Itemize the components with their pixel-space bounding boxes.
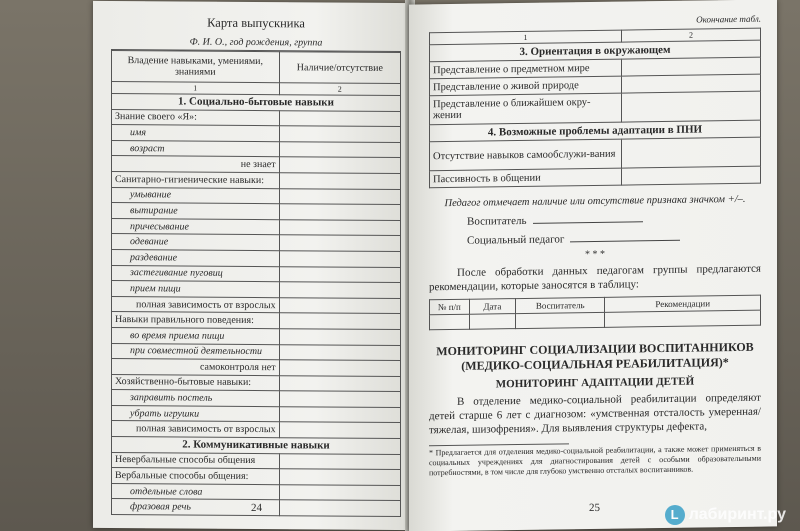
- presence-cell: [279, 422, 400, 438]
- presence-cell: [279, 219, 400, 235]
- watermark: [665, 505, 786, 525]
- skills-table-continued: [429, 28, 761, 189]
- skill-cell: полная зависимость от взрослых: [112, 421, 280, 438]
- skill-cell: Представление о живой природе: [430, 76, 622, 96]
- presence-cell: [279, 235, 400, 251]
- skill-cell: во время приема пищи: [112, 327, 280, 344]
- skill-cell: самоконтроля нет: [112, 359, 280, 376]
- skill-cell: прием пищи: [112, 281, 280, 298]
- footnote: * Предлагается для отделения медико-социальной реабилитации, а также может применяться в социальных учреждениях для диагностирования детей с особыми образовательными потребностями, в том числе для глубоко умственно отсталых воспитанников.: [429, 443, 761, 478]
- skill-cell: полная зависимость от взрослых: [112, 296, 280, 313]
- skill-cell: убрать игрушки: [112, 405, 280, 422]
- skill-cell: возраст: [112, 140, 280, 157]
- presence-cell: [279, 188, 400, 204]
- recommendations-paragraph: После обработки данных педагогам группы предлагаются рекомендации, которые заносятся в таблицу:: [429, 262, 761, 294]
- skill-cell: одевание: [112, 234, 280, 251]
- presence-cell: [279, 282, 400, 298]
- col-skills-header: Владение навыками, умениями, знаниями: [112, 51, 280, 83]
- educator-signature-line: [429, 212, 761, 229]
- recommendations-header-cell: Дата: [469, 299, 515, 315]
- skill-cell: Невербальные способы общения: [112, 452, 280, 469]
- presence-cell: [279, 313, 400, 329]
- presence-cell: [279, 375, 400, 391]
- monitoring-heading: МОНИТОРИНГ СОЦИАЛИЗАЦИИ ВОСПИТАННИКОВ (МЕДИКО-СОЦИАЛЬНАЯ РЕАБИЛИТАЦИЯ)*: [436, 339, 754, 373]
- body-paragraph: В отделение медико-социальной реабилитации определяют детей старше 6 лет с диагнозом: «умственная отсталость умеренная/тяжелая, шизофрения». Для выявления структуры дефекта,: [429, 391, 761, 437]
- table-continued-label: Окончание табл.: [696, 13, 761, 25]
- section-separator: * * *: [585, 248, 605, 261]
- skill-cell: застегивание пуговиц: [112, 265, 280, 282]
- recommendations-header-cell: Воспитатель: [516, 297, 605, 313]
- right-page: [409, 0, 777, 531]
- presence-cell: [279, 173, 400, 189]
- skill-cell: раздевание: [112, 249, 280, 266]
- skill-cell: причесывание: [112, 218, 280, 235]
- recommendations-header-cell: Рекомендации: [605, 295, 761, 312]
- skill-cell: Вербальные способы общения:: [112, 468, 280, 485]
- skill-cell: Отсутствие навыков самообслужи-вания: [430, 139, 622, 171]
- presence-cell: [621, 57, 760, 76]
- col-number-2: 2: [621, 28, 760, 42]
- skill-cell: заправить постель: [112, 390, 280, 407]
- col-number-1: 1: [112, 82, 280, 95]
- presence-cell: [279, 407, 400, 423]
- presence-cell: [279, 266, 400, 282]
- skill-cell: Знание своего «Я»:: [112, 109, 280, 126]
- presence-cell: [279, 126, 400, 142]
- presence-cell: [279, 391, 400, 407]
- section-title: 3. Ориентация в окружающем: [430, 40, 761, 62]
- labirint-logo-icon: L: [665, 505, 685, 525]
- presence-cell: [279, 157, 400, 173]
- presence-cell: [279, 329, 400, 345]
- presence-cell: [279, 360, 400, 376]
- skill-cell: Хозяйственно-бытовые навыки:: [112, 374, 280, 391]
- section-title: 4. Возможные проблемы адаптации в ПНИ: [430, 120, 761, 142]
- skill-cell: не знает: [112, 156, 280, 173]
- table-row: [430, 137, 761, 171]
- section-title: 2. Коммуникативные навыки: [112, 437, 401, 455]
- card-title: Карта выпускника: [207, 15, 305, 31]
- social-pedagogue-signature-line: [429, 231, 761, 248]
- presence-cell: [279, 141, 400, 157]
- presence-cell: [621, 166, 760, 185]
- skills-table: [111, 50, 401, 517]
- presence-cell: [279, 469, 400, 485]
- presence-cell: [279, 110, 400, 126]
- presence-cell: [279, 453, 400, 469]
- teacher-note: Педагог отмечает наличие или отсутствие признака значком +/–.: [444, 193, 746, 210]
- presence-cell: [279, 485, 400, 501]
- educator-label: Воспитатель: [467, 214, 527, 228]
- table-row: [430, 91, 761, 125]
- skill-cell: при совместной деятельности: [112, 343, 280, 360]
- section-title: 1. Социально-бытовые навыки: [112, 94, 401, 112]
- left-page: [93, 1, 411, 530]
- skill-cell: Санитарно-гигиенические навыки:: [112, 171, 280, 188]
- col-number-2: 2: [279, 83, 400, 96]
- social-pedagogue-label: Социальный педагог: [467, 233, 565, 247]
- skill-cell: отдельные слова: [112, 483, 280, 500]
- skill-cell: Представление о предметном мире: [430, 59, 622, 79]
- adaptation-subheading: МОНИТОРИНГ АДАПТАЦИИ ДЕТЕЙ: [495, 375, 695, 391]
- presence-cell: [279, 500, 400, 516]
- skill-cell: Пассивность в общении: [430, 168, 622, 188]
- col-presence-header: Наличие/отсутствие: [279, 52, 400, 84]
- watermark-text: лабиринт.ру: [688, 506, 786, 524]
- skill-cell: умывание: [112, 187, 280, 204]
- recommendations-header-cell: № п/п: [430, 299, 470, 315]
- skill-cell: фразовая речь: [112, 499, 280, 516]
- skill-cell: имя: [112, 125, 280, 142]
- recommendations-table: [429, 295, 761, 331]
- presence-cell: [621, 91, 760, 122]
- card-subhead: Ф. И. О., год рождения, группа: [111, 36, 401, 52]
- skill-cell: Навыки правильного поведения:: [112, 312, 280, 329]
- table-row: [430, 166, 761, 188]
- presence-cell: [279, 344, 400, 360]
- col-number-1: 1: [430, 30, 622, 45]
- presence-cell: [279, 297, 400, 313]
- presence-cell: [621, 137, 760, 168]
- presence-cell: [279, 204, 400, 220]
- presence-cell: [621, 74, 760, 93]
- presence-cell: [279, 251, 400, 267]
- skill-cell: Представление о ближайшем окру-жении: [430, 93, 622, 125]
- skill-cell: вытирание: [112, 203, 280, 220]
